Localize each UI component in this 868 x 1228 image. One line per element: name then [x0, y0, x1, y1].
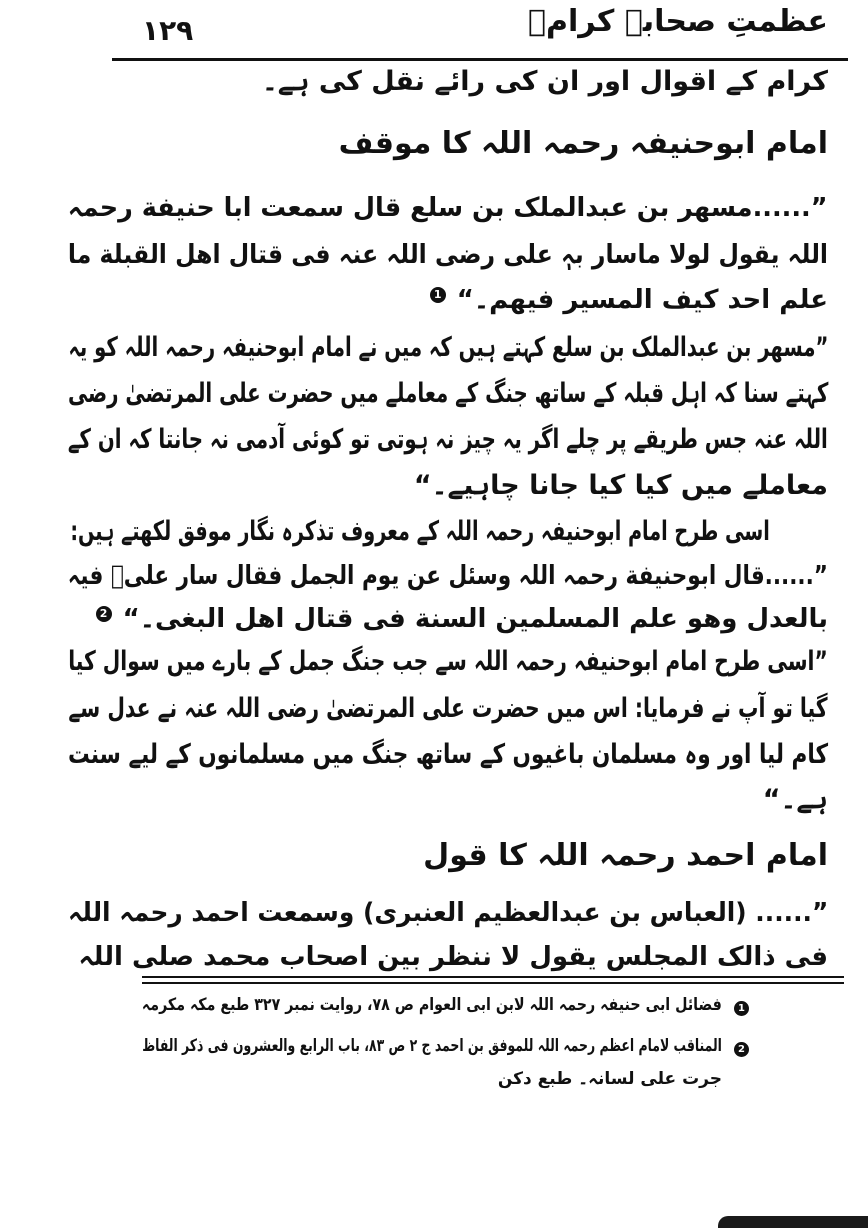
footnote-ref-2[interactable]: 2	[96, 606, 112, 622]
heading-ahmad: امام احمد رحمہ اللہ کا قول	[423, 838, 828, 873]
quote1-urdu-line: اللہ عنہ جس طریقے پر چلے اگر یہ چیز نہ ہوتی تو کوئی آدمی نہ جانتا کہ ان کے	[67, 424, 828, 455]
intro-line: کرام کے اقوال اور ان کی رائے نقل کی ہے۔	[261, 66, 828, 97]
quote2-urdu-line: ہے۔“	[762, 784, 828, 815]
footnote-rule	[142, 976, 844, 978]
page-edge-shadow	[718, 1216, 868, 1228]
footnote-badge-1: 1	[734, 1001, 749, 1016]
page-number: ۱۲۹	[142, 14, 194, 47]
quote1-arabic-text: علم احد کیف المسیر فیھم۔“	[456, 285, 828, 315]
footnote-rule	[142, 982, 844, 984]
quote2-arabic-line: ”......قال ابوحنیفة رحمہ اللہ وسئل عن یوم الجمل فقال سار علیؓ فیہ	[67, 561, 828, 591]
quote1-urdu-line: ”مسھر بن عبدالملک بن سلع کہتے ہیں کہ میں نے امام ابوحنیفہ رحمہ اللہ کو یہ	[67, 332, 828, 363]
transition-line: اسی طرح امام ابوحنیفہ رحمہ اللہ کے معروف تذکرہ نگار موفق لکھتے ہیں:	[70, 516, 770, 547]
footnote-badge-2: 2	[734, 1042, 749, 1057]
quote1-arabic-line: اللہ یقول لولا ماسار بہٖ علی رضی اللہ عنہ فی قتال اھل القبلة ما	[67, 240, 828, 270]
quote1-arabic-line: ”......مسھر بن عبدالملک بن سلع قال سمعت ابا حنیفة رحمہ	[68, 193, 828, 223]
quote2-urdu-line: گیا تو آپ نے فرمایا: اس میں حضرت علی المرتضیٰ رضی اللہ عنہ نے عدل سے	[68, 693, 828, 724]
quote1-arabic-line	[430, 285, 828, 315]
quote2-arabic-line	[96, 604, 828, 634]
footnote-ref-1[interactable]: 1	[430, 287, 446, 303]
footnote-1: فضائل ابی حنیفہ رحمہ اللہ لابن ابی العوام ص ۷۸، روایت نمبر ۳۲۷ طبع مکہ مکرمہ	[142, 995, 722, 1015]
quote1-urdu-line: معاملے میں کیا کیا جانا چاہیے۔“	[413, 470, 828, 501]
running-header-title: عظمتِ صحابہ کرامؓ	[528, 4, 828, 39]
header-rule	[112, 58, 848, 61]
quote1-urdu-line: کہتے سنا کہ اہل قبلہ کے ساتھ جنگ کے معاملے میں حضرت علی المرتضیٰ رضی	[67, 378, 828, 409]
heading-abu-hanifa: امام ابوحنیفہ رحمہ اللہ کا موقف	[338, 126, 828, 161]
quote2-urdu-line: ”اسی طرح امام ابوحنیفہ رحمہ اللہ سے جب جنگ جمل کے بارے میں سوال کیا	[68, 646, 828, 677]
quote2-arabic-text: بالعدل وھو علم المسلمین السنة فی قتال اھل البغی۔“	[122, 604, 828, 634]
footnote-2-line: المناقب لامام اعظم رحمہ اللہ للموفق بن احمد ج ۲ ص ۸۳، باب الرابع والعشرون فی ذکر الفاظ	[142, 1036, 722, 1056]
quote3-arabic-line: فی ذالک المجلس یقول لا ننظر بین اصحاب محمد صلی اللہ	[78, 942, 828, 972]
quote2-urdu-line: کام لیا اور وہ مسلمان باغیوں کے ساتھ جنگ میں مسلمانوں کے لیے سنت	[67, 739, 828, 770]
footnote-2-line: جرت علی لسانہ۔ طبع دکن	[497, 1069, 722, 1089]
quote3-arabic-line: ”...... (العباس بن عبدالعظیم العنبری) وسمعت احمد رحمہ اللہ	[67, 898, 828, 928]
